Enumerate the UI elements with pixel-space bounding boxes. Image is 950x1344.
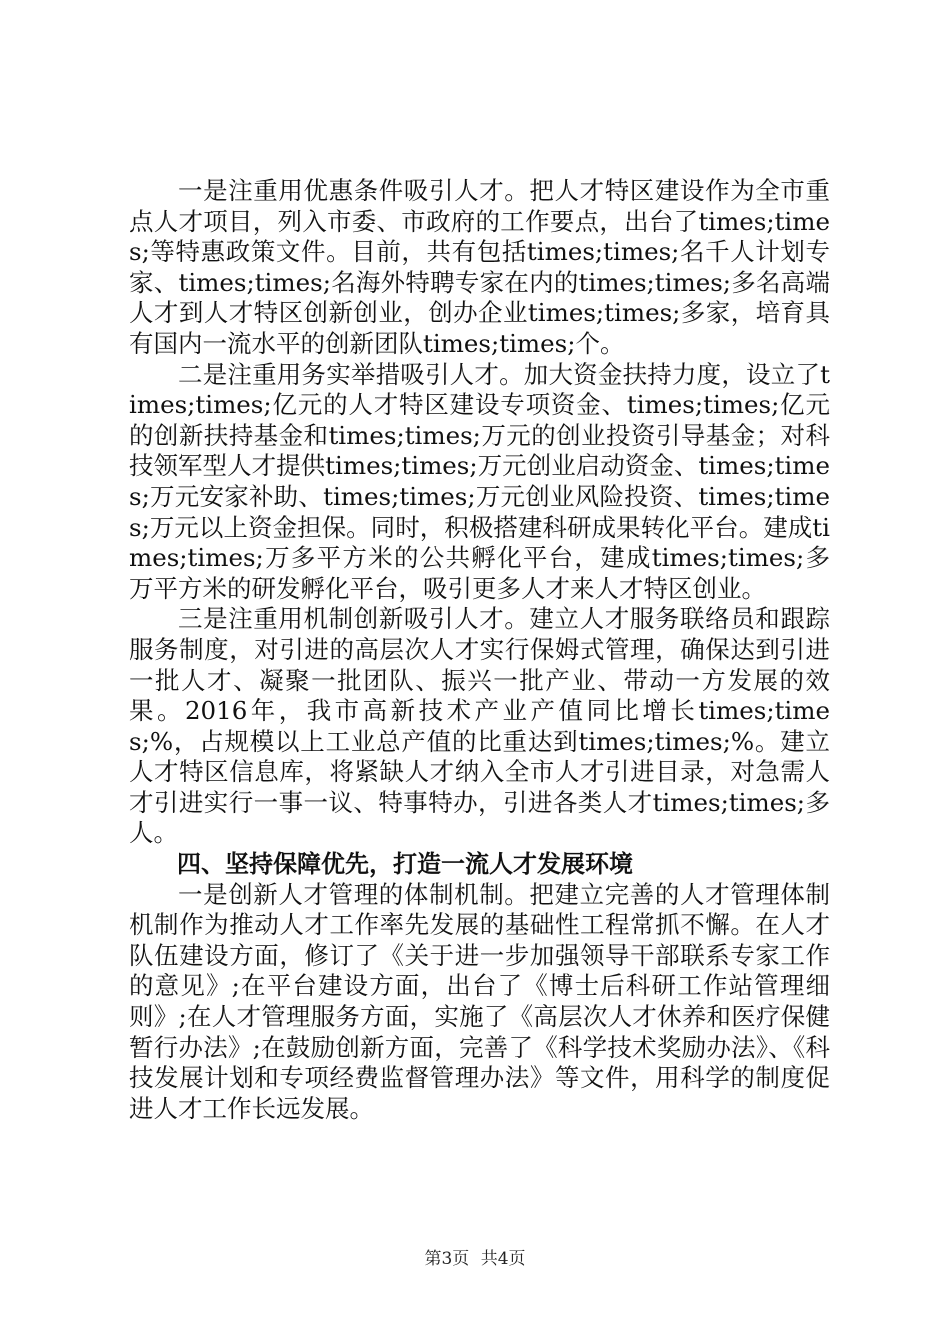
paragraph: 三是注重用机制创新吸引人才。建立人才服务联络员和跟踪服务制度，对引进的高层次人才实行保姆式管理，确保达到引进一批人才、凝聚一批团队、振兴一批产业、带动一方发展的效果。2016年，我市高新技术产业产值同比增长times;times;%，占规模以上工业总产值的比重达到times;times;%。建立人才特区信息库，将紧缺人才纳入全市人才引进目录，对急需人才引进实行一事一议、特事特办，引进各类人才times;times;多人。: [129, 604, 830, 848]
paragraph: 一是创新人才管理的体制机制。把建立完善的人才管理体制机制作为推动人才工作率先发展的基础性工程常抓不懈。在人才队伍建设方面，修订了《关于进一步加强领导干部联系专家工作的意见》;在平台建设方面，出台了《博士后科研工作站管理细则》;在人才管理服务方面，实施了《高层次人才休养和医疗保健暂行办法》;在鼓励创新方面，完善了《科学技术奖励办法》、《科技发展计划和专项经费监督管理办法》等文件，用科学的制度促进人才工作长远发展。: [129, 879, 830, 1123]
page-total: 共4页: [480, 1249, 526, 1269]
section-heading: 四、坚持保障优先，打造一流人才发展环境: [177, 850, 633, 879]
page-footer: [0, 1244, 950, 1269]
document-body: [129, 176, 830, 1124]
paragraph: 二是注重用务实举措吸引人才。加大资金扶持力度，设立了times;times;亿元的人才特区建设专项资金、times;times;亿元的创新扶持基金和times;times;万元的创业投资引导基金；对科技领军型人才提供times;times;万元创业启动资金、times;times;万元安家补助、times;times;万元创业风险投资、times;times;万元以上资金担保。同时，积极搭建科研成果转化平台。建成times;times;万多平方米的公共孵化平台，建成times;times;多万平方米的研发孵化平台，吸引更多人才来人才特区创业。: [129, 359, 830, 603]
paragraph: 一是注重用优惠条件吸引人才。把人才特区建设作为全市重点人才项目，列入市委、市政府的工作要点，出台了times;times;等特惠政策文件。目前，共有包括times;times;名千人计划专家、times;times;名海外特聘专家在内的times;times;多名高端人才到人才特区创新创业，创办企业times;times;多家，培育具有国内一流水平的创新团队times;times;个。: [129, 176, 830, 358]
page-number: 第3页: [424, 1249, 470, 1269]
